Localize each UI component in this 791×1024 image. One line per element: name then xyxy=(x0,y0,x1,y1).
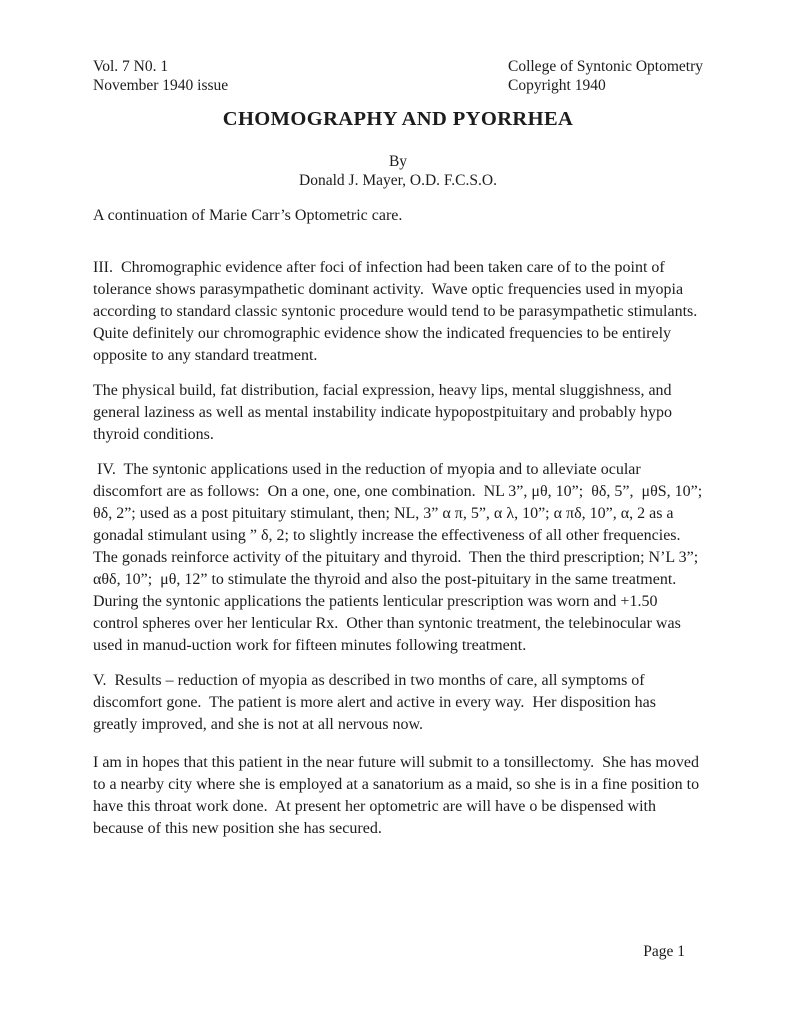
paragraph-closing: I am in hopes that this patient in the near future will submit to a tonsillectomy. She has moved to a nearby city where she is employed at a sanatorium as a maid, so she is in a fine position to have this throat work done. At present her optometric are will have o be dispensed with because of this new position she has secured. xyxy=(93,754,704,837)
paragraph-physical-build: The physical build, fat distribution, facial expression, heavy lips, mental sluggishness, and general laziness as well as mental instability indicate hypopostpituitary and probably hypo thyroid conditions. xyxy=(93,382,676,443)
by-label: By xyxy=(388,153,408,170)
issue-line: November 1940 issue xyxy=(93,77,229,94)
volume-line: Vol. 7 N0. 1 xyxy=(93,58,169,75)
author-name: Donald J. Mayer, O.D. F.C.S.O. xyxy=(299,172,497,189)
paragraph-v: V. Results – reduction of myopia as described in two months of care, all symptoms of discomfort gone. The patient is more alert and active in every way. Her disposition has greatly improved, and she is not at all nervous now. xyxy=(93,672,660,733)
page-number: Page 1 xyxy=(643,943,685,960)
paragraph-iii: III. Chromographic evidence after foci of infection had been taken care of to the point of tolerance shows parasympathetic dominant activity. Wave optic frequencies used in myopia according to standard classic syntonic procedure would tend to be parasympathetic stimulants. Quite definitely our chromographic evidence show the indicated frequencies to be entirely opposite to any standard treatment. xyxy=(93,259,706,364)
paragraph-iv: IV. The syntonic applications used in the reduction of myopia and to alleviate ocular discomfort are as follows: On a one, one, one combination. NL 3”, μθ, 10”; θδ, 5”, μθS, 10”; θδ, 2”; used as a post pituitary stimulant, then; NL, 3” α π, 5”, α λ, 10”; α πδ, 10”, α, 2 as a gonadal stimulant using ” δ, 2; to slightly increase the effectiveness of all other frequencies. The gonads reinforce activity of the pituitary and thyroid. Then the third prescription; N’L 3”; αθδ, 10”; μθ, 12” to stimulate the thyroid and also the post-pituitary in the same treatment. During the syntonic applications the patients lenticular prescription was worn and +1.50 control spheres over her lenticular Rx. Other than syntonic treatment, the telebinocular was used in manud-uction work for fifteen minutes following treatment. xyxy=(93,461,707,654)
copyright-line: Copyright 1940 xyxy=(507,77,606,94)
subtitle: A continuation of Marie Carr’s Optometric care. xyxy=(93,207,403,224)
publisher-info xyxy=(508,57,703,95)
document-header xyxy=(93,57,703,95)
issue-info xyxy=(93,57,228,95)
organization-line: College of Syntonic Optometry xyxy=(507,58,703,75)
byline xyxy=(93,152,703,190)
document-title: CHOMOGRAPHY AND PYORRHEA xyxy=(222,108,574,130)
